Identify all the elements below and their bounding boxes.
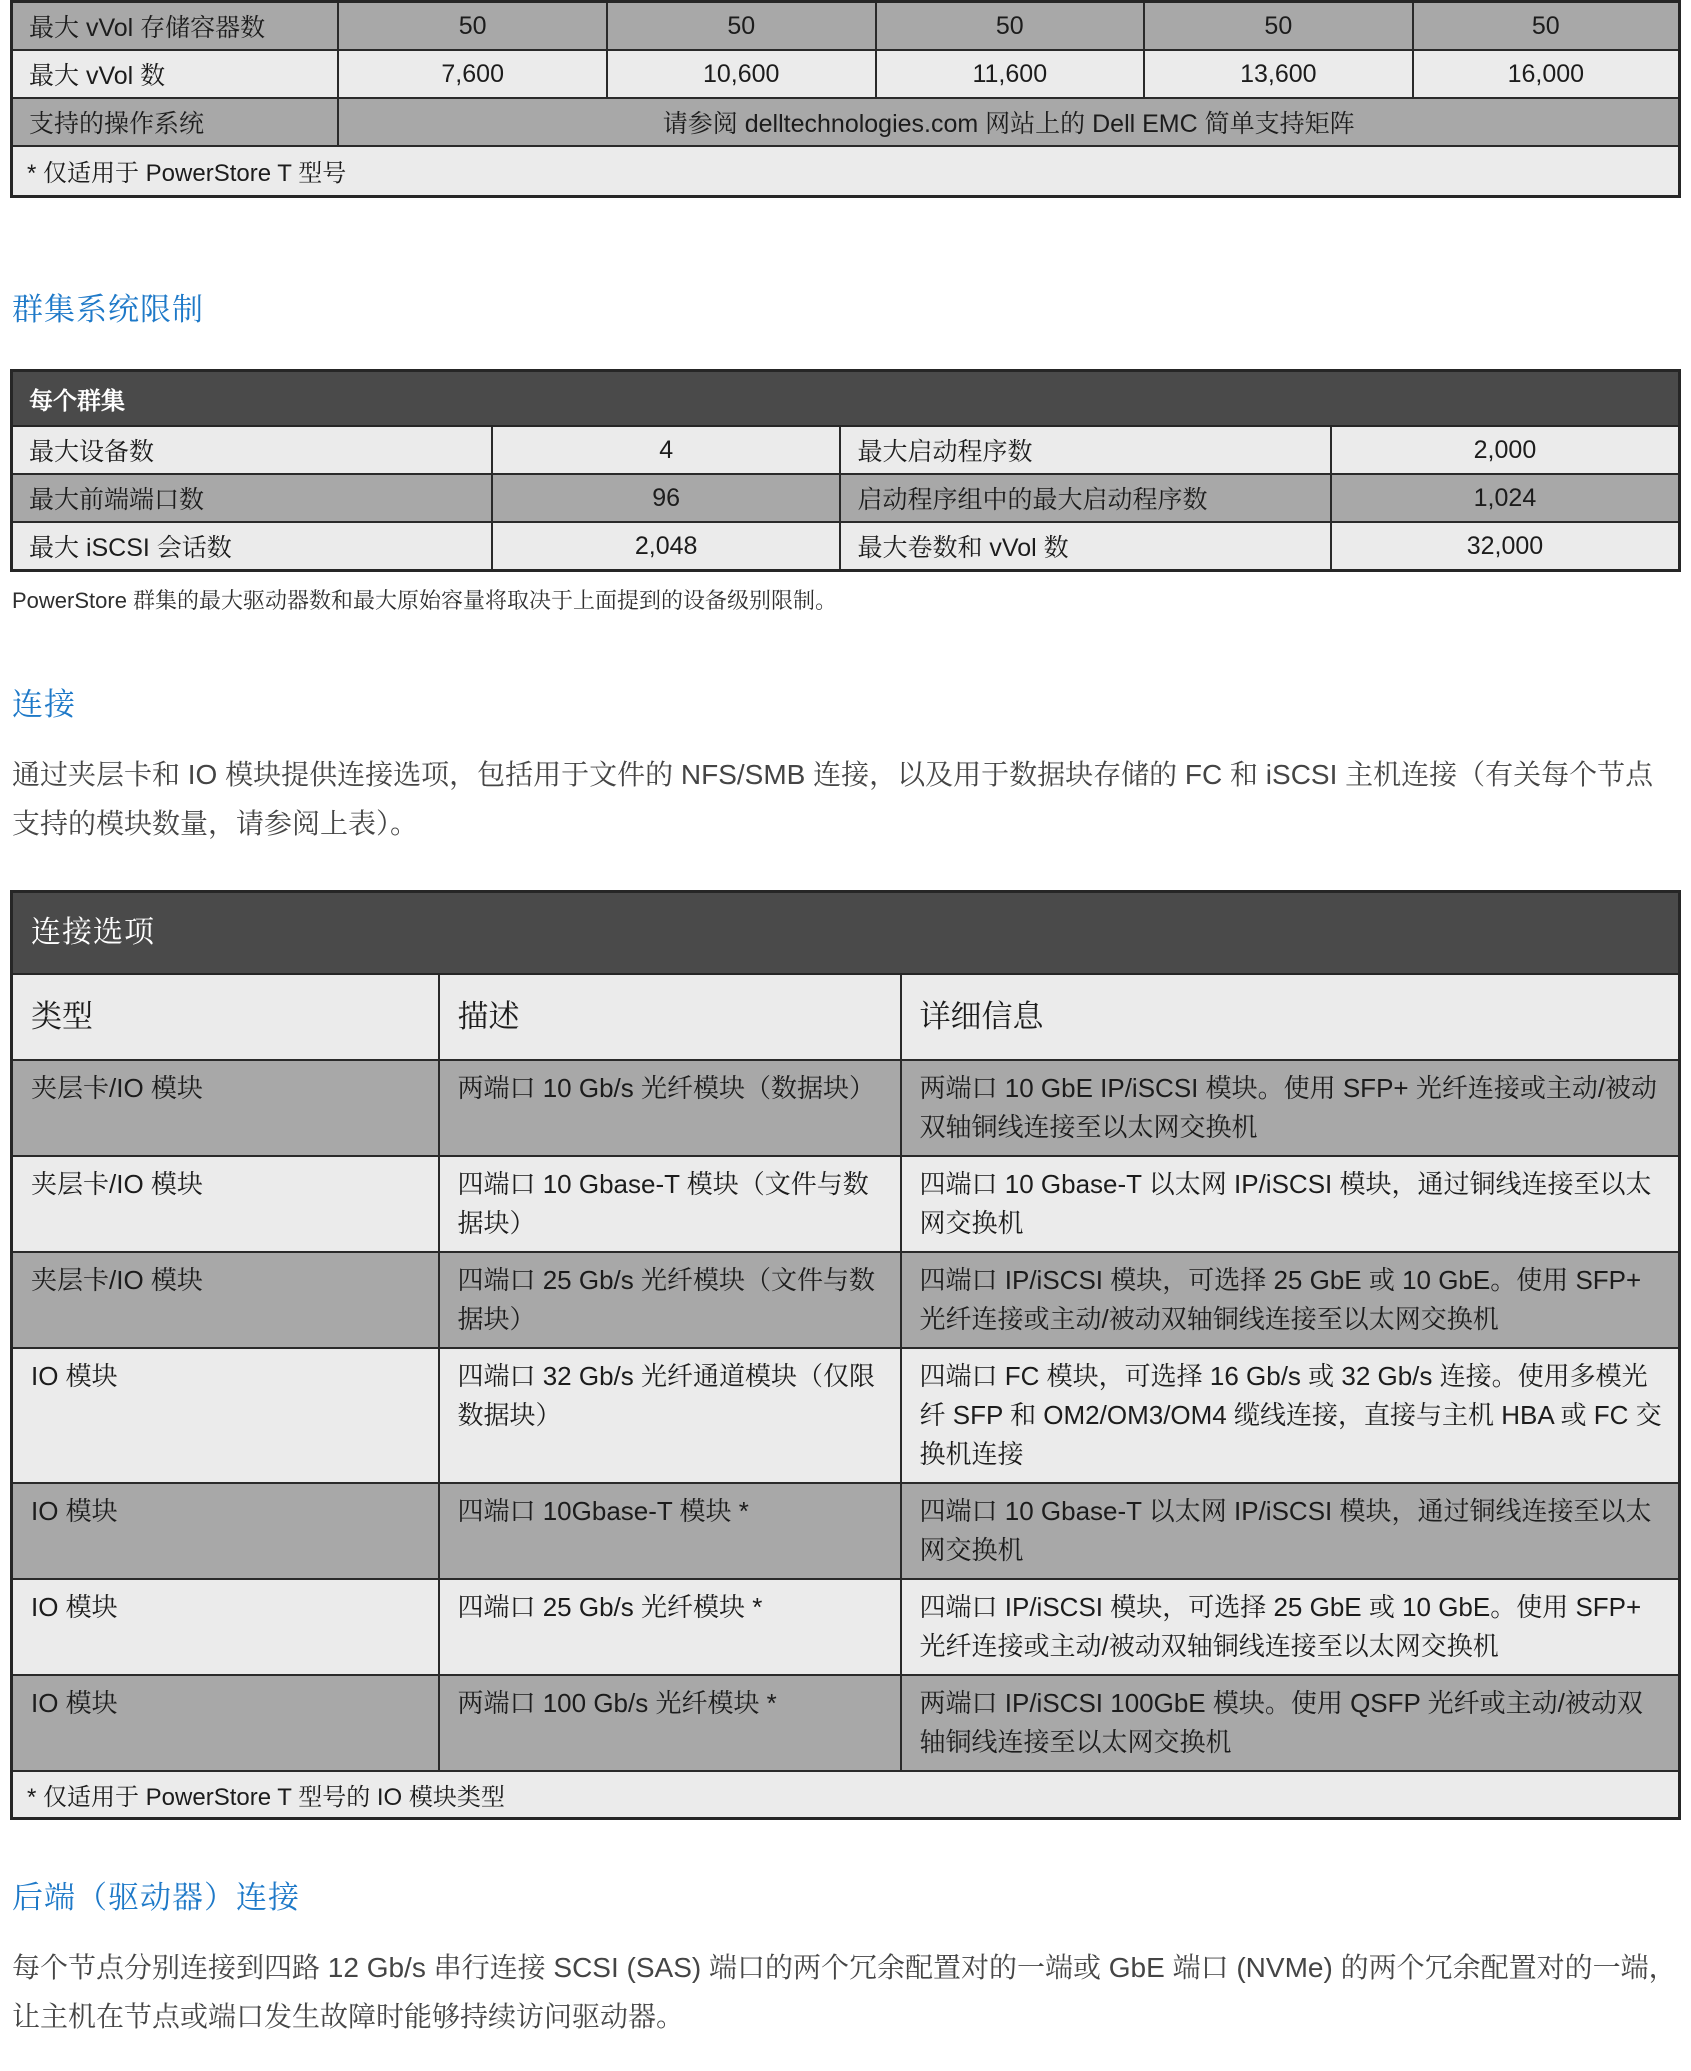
cell-value: 11,600 <box>876 50 1145 98</box>
cell-type: IO 模块 <box>12 1483 439 1579</box>
cell-value: 1,024 <box>1331 474 1680 522</box>
table-row <box>12 1675 1680 1771</box>
cell-value: 50 <box>876 2 1145 51</box>
cell-value: 32,000 <box>1331 522 1680 571</box>
table-header-title: 连接选项 <box>12 892 1680 974</box>
table-header-row <box>12 892 1680 974</box>
cell-value: 请参阅 delltechnologies.com 网站上的 Dell EMC 简单支持矩阵 <box>338 98 1679 146</box>
cell-detail: 两端口 IP/iSCSI 100GbE 模块。使用 QSFP 光纤或主动/被动双轴铜线连接至以太网交换机 <box>901 1675 1680 1771</box>
cell-detail: 两端口 10 GbE IP/iSCSI 模块。使用 SFP+ 光纤连接或主动/被动双轴铜线连接至以太网交换机 <box>901 1060 1680 1156</box>
cell-detail: 四端口 10 Gbase-T 以太网 IP/iSCSI 模块，通过铜线连接至以太网交换机 <box>901 1483 1680 1579</box>
table-footnote-row <box>12 146 1680 196</box>
table-header-row <box>12 370 1680 426</box>
device-limits-table <box>10 0 1681 198</box>
cell-type: IO 模块 <box>12 1579 439 1675</box>
column-header-detail: 详细信息 <box>901 974 1680 1060</box>
row-label: 最大设备数 <box>12 426 492 474</box>
table-row <box>12 474 1680 522</box>
cell-desc: 四端口 25 Gb/s 光纤模块（文件与数据块） <box>439 1252 901 1348</box>
cell-detail: 四端口 IP/iSCSI 模块，可选择 25 GbE 或 10 GbE。使用 SFP+ 光纤连接或主动/被动双轴铜线连接至以太网交换机 <box>901 1579 1680 1675</box>
cell-type: IO 模块 <box>12 1675 439 1771</box>
cluster-limits-note: PowerStore 群集的最大驱动器数和最大原始容量将取决于上面提到的设备级别限制。 <box>12 588 838 613</box>
table-row <box>12 1348 1680 1483</box>
cluster-limits-heading: 群集系统限制 <box>12 291 204 327</box>
backend-connectivity-heading: 后端（驱动器）连接 <box>12 1879 300 1915</box>
table-row <box>12 98 1680 146</box>
footnote-text: * 仅适用于 PowerStore T 型号 <box>12 146 1680 196</box>
table-row <box>12 1252 1680 1348</box>
cell-desc: 四端口 10 Gbase-T 模块（文件与数据块） <box>439 1156 901 1252</box>
table-row <box>12 426 1680 474</box>
cell-value: 4 <box>492 426 841 474</box>
footnote-text: * 仅适用于 PowerStore T 型号的 IO 模块类型 <box>12 1771 1680 1819</box>
cell-desc: 两端口 10 Gb/s 光纤模块（数据块） <box>439 1060 901 1156</box>
cell-type: 夹层卡/IO 模块 <box>12 1156 439 1252</box>
cell-desc: 四端口 32 Gb/s 光纤通道模块（仅限数据块） <box>439 1348 901 1483</box>
column-header-desc: 描述 <box>439 974 901 1060</box>
row-label: 最大 vVol 存储容器数 <box>12 2 339 51</box>
connectivity-options-table <box>10 890 1681 1820</box>
table-row <box>12 1156 1680 1252</box>
table-row <box>12 50 1680 98</box>
cell-value: 96 <box>492 474 841 522</box>
cell-value: 2,048 <box>492 522 841 571</box>
column-header-row <box>12 974 1680 1060</box>
cell-value: 13,600 <box>1144 50 1413 98</box>
row-label: 支持的操作系统 <box>12 98 339 146</box>
row-label: 启动程序组中的最大启动程序数 <box>840 474 1330 522</box>
cell-value: 10,600 <box>607 50 876 98</box>
cell-value: 50 <box>1413 2 1680 51</box>
table-row <box>12 1483 1680 1579</box>
row-label: 最大 vVol 数 <box>12 50 339 98</box>
cell-type: IO 模块 <box>12 1348 439 1483</box>
cell-value: 2,000 <box>1331 426 1680 474</box>
connectivity-heading: 连接 <box>12 687 76 722</box>
row-label: 最大启动程序数 <box>840 426 1330 474</box>
table-row <box>12 522 1680 571</box>
cell-value: 7,600 <box>338 50 607 98</box>
cell-value: 50 <box>607 2 876 51</box>
cell-desc: 两端口 100 Gb/s 光纤模块 * <box>439 1675 901 1771</box>
cell-value: 50 <box>1144 2 1413 51</box>
backend-connectivity-paragraph: 每个节点分别连接到四路 12 Gb/s 串行连接 SCSI (SAS) 端口的两个冗余配置对的一端或 GbE 端口 (NVMe) 的两个冗余配置对的一端，让主机在节点或端口发生故障时能够持续访问驱动器。 <box>12 1951 1677 2032</box>
cell-type: 夹层卡/IO 模块 <box>12 1060 439 1156</box>
cell-detail: 四端口 FC 模块，可选择 16 Gb/s 或 32 Gb/s 连接。使用多模光纤 SFP 和 OM2/OM3/OM4 缆线连接，直接与主机 HBA 或 FC 交换机连接 <box>901 1348 1680 1483</box>
cell-value: 16,000 <box>1413 50 1680 98</box>
table-footnote-row <box>12 1771 1680 1819</box>
connectivity-intro-paragraph: 通过夹层卡和 IO 模块提供连接选项，包括用于文件的 NFS/SMB 连接，以及用于数据块存储的 FC 和 iSCSI 主机连接（有关每个节点支持的模块数量，请参阅上表）。 <box>12 759 1654 839</box>
cluster-limits-table <box>10 369 1681 573</box>
cell-detail: 四端口 IP/iSCSI 模块，可选择 25 GbE 或 10 GbE。使用 SFP+ 光纤连接或主动/被动双轴铜线连接至以太网交换机 <box>901 1252 1680 1348</box>
column-header-type: 类型 <box>12 974 439 1060</box>
table-row <box>12 1579 1680 1675</box>
row-label: 最大前端端口数 <box>12 474 492 522</box>
cell-detail: 四端口 10 Gbase-T 以太网 IP/iSCSI 模块，通过铜线连接至以太网交换机 <box>901 1156 1680 1252</box>
cell-value: 50 <box>338 2 607 51</box>
table-header-title: 每个群集 <box>12 370 1680 426</box>
cell-desc: 四端口 10Gbase-T 模块 * <box>439 1483 901 1579</box>
cell-type: 夹层卡/IO 模块 <box>12 1252 439 1348</box>
table-row <box>12 2 1680 51</box>
row-label: 最大 iSCSI 会话数 <box>12 522 492 571</box>
table-row <box>12 1060 1680 1156</box>
row-label: 最大卷数和 vVol 数 <box>840 522 1330 571</box>
cell-desc: 四端口 25 Gb/s 光纤模块 * <box>439 1579 901 1675</box>
